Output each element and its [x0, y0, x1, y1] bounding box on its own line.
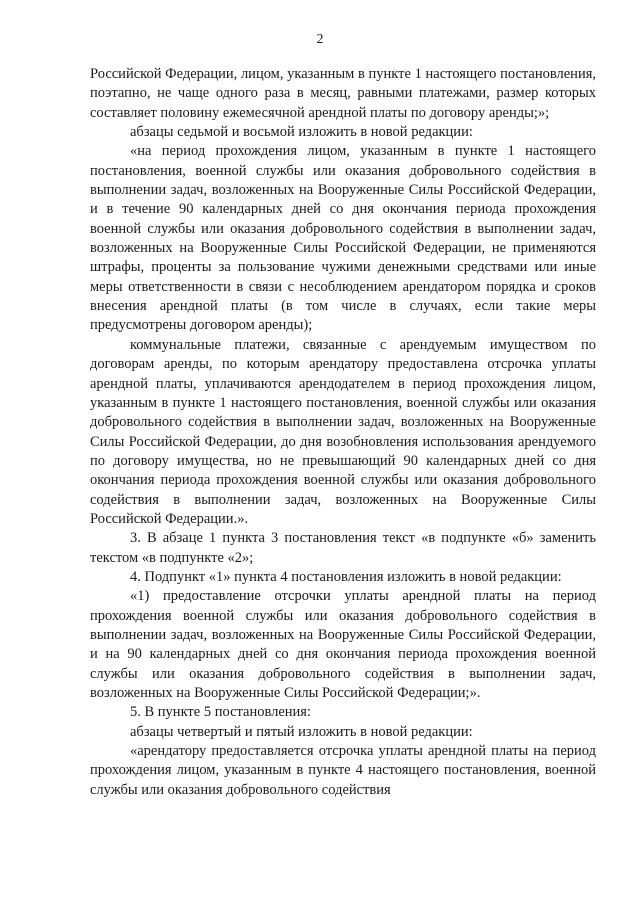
paragraph-continuation: Российской Федерации, лицом, указанным в пункте 1 настоящего постановления, поэтапно, не чаще одного раза в месяц, равными платежами, размер которых составляет половину ежемесячной арендной платы по договору аренды;»; [90, 66, 596, 121]
paragraph-penalties-exemption: «на период прохождения лицом, указанным в пункте 1 настоящего постановления, военной службы или оказания добровольного содействия в выполнении задач, возложенных на Вооруженные Силы Российской Федерации, и в течение 90 календарных дней со дня окончания периода прохождения военной службы или оказания добровольного содействия в выполнении задач, возложенных на Вооруженные Силы Российской Федерации, не применяются штрафы, проценты за пользование чужими денежными средствами или иные меры ответственности в связи с несоблюдением арендатором порядка и сроков внесения арендной платы (в том числе в случаях, если такие меры предусмотрены договором аренды); [90, 143, 596, 334]
document-body [90, 65, 596, 800]
page-number: 2 [316, 32, 324, 47]
paragraph-utility-payments: коммунальные платежи, связанные с арендуемым имуществом по договорам аренды, по которым арендатору предоставлена отсрочка уплаты арендной платы, уплачиваются арендодателем в период прохождения лицом, указанным в пункте 1 настоящего постановления, военной службы или оказания добровольного содействия в выполнении задач, возложенных на Вооруженные Силы Российской Федерации, до дня возобновления использования арендуемого по договору имущества, но не превышающий 90 календарных дней со дня окончания периода прохождения военной службы или оказания добровольного содействия в выполнении задач, возложенных на Вооруженные Силы Российской Федерации.». [90, 336, 596, 527]
paragraph-item-3: 3. В абзаце 1 пункта 3 постановления текст «в подпункте «б» заменить текстом «в подпункте «2»; [90, 530, 596, 566]
paragraph-amendment-intro-4-5: абзацы четвертый и пятый изложить в новой редакции: [130, 723, 473, 740]
paragraph-item-5: 5. В пункте 5 постановления: [130, 704, 312, 721]
paragraph-amendment-intro-7-8: абзацы седьмой и восьмой изложить в новой редакции: [130, 124, 473, 141]
paragraph-subitem-1: «1) предоставление отсрочки уплаты арендной платы на период прохождения военной службы или оказания добровольного содействия в выполнении задач, возложенных на Вооруженные Силы Российской Федерации, и на 90 календарных дней со дня окончания периода прохождения военной службы или оказания добровольного содействия в выполнении задач, возложенных на Вооруженные Силы Российской Федерации;». [90, 588, 596, 701]
paragraph-item-4: 4. Подпункт «1» пункта 4 постановления изложить в новой редакции: [130, 568, 562, 585]
paragraph-deferral-granted: «арендатору предоставляется отсрочка уплаты арендной платы на период прохождения лицом, указанным в пункте 4 настоящего постановления, военной службы или оказания добровольного содействия [90, 743, 596, 798]
